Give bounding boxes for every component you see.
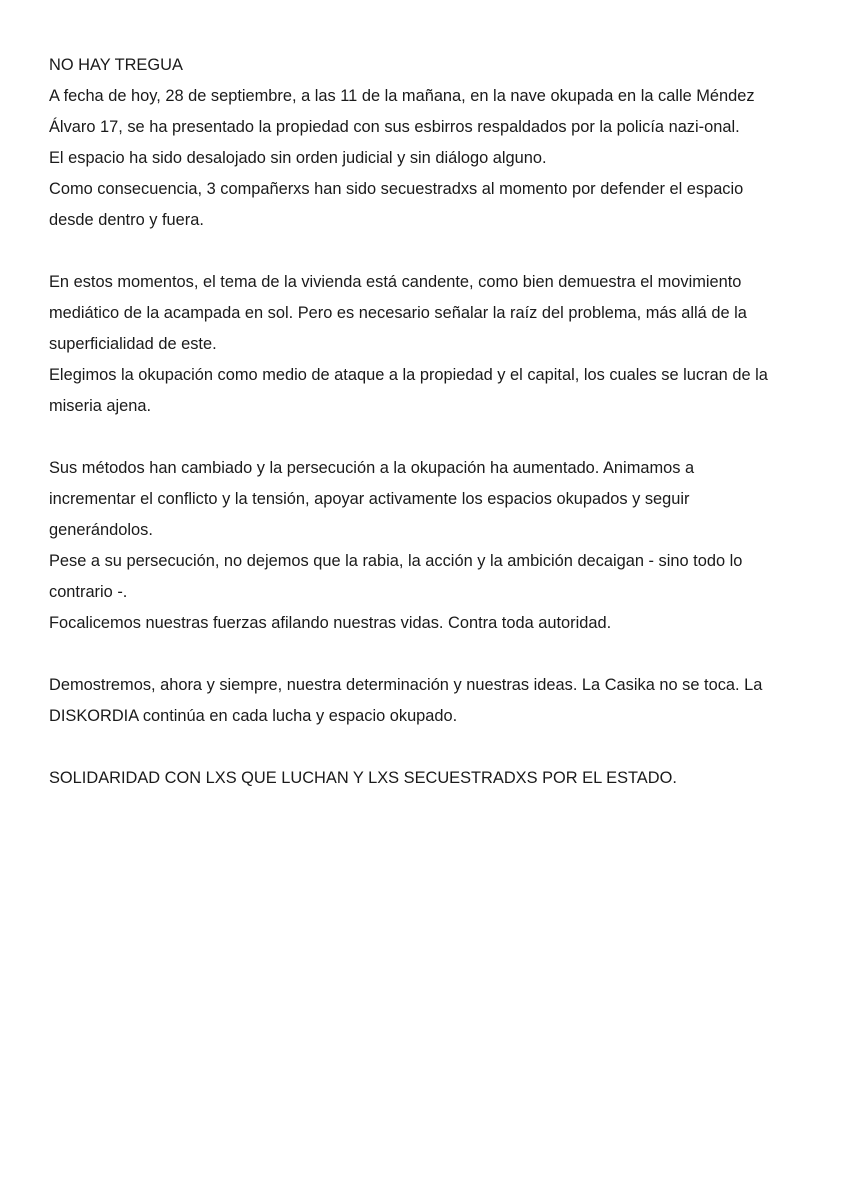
text-line: superficialidad de este. [49, 335, 217, 353]
text-line: contrario -. [49, 583, 128, 601]
text-line: mediático de la acampada en sol. Pero es necesario señalar la raíz del problema, más allá de la [49, 304, 747, 322]
text-line: SOLIDARIDAD CON LXS QUE LUCHAN Y LXS SECUESTRADXS POR EL ESTADO. [49, 769, 677, 787]
text-line: Elegimos la okupación como medio de ataque a la propiedad y el capital, los cuales se lucran de la [49, 366, 768, 384]
text-line: miseria ajena. [49, 397, 152, 415]
text-line: En estos momentos, el tema de la vivienda está candente, como bien demuestra el movimiento [49, 273, 742, 291]
document-title: NO HAY TREGUA [49, 56, 183, 74]
text-line: Demostremos, ahora y siempre, nuestra determinación y nuestras ideas. La Casika no se toca. La [49, 676, 763, 694]
text-line: incrementar el conflicto y la tensión, apoyar activamente los espacios okupados y seguir [49, 490, 690, 508]
text-line: Como consecuencia, 3 compañerxs han sido secuestradxs al momento por defender el espacio [49, 180, 744, 198]
document-lines [49, 81, 819, 794]
paragraph-spacer [49, 732, 819, 763]
text-line: desde dentro y fuera. [49, 211, 204, 229]
text-line: Álvaro 17, se ha presentado la propiedad con sus esbirros respaldados por la policía nazi-onal. [49, 118, 740, 136]
paragraph-spacer [49, 422, 819, 453]
text-line: DISKORDIA continúa en cada lucha y espacio okupado. [49, 707, 458, 725]
text-line: Pese a su persecución, no dejemos que la rabia, la acción y la ambición decaigan - sino todo lo [49, 552, 743, 570]
document-body [49, 50, 819, 794]
text-line: A fecha de hoy, 28 de septiembre, a las 11 de la mañana, en la nave okupada en la calle Méndez [49, 87, 755, 105]
text-line: generándolos. [49, 521, 153, 539]
paragraph-spacer [49, 236, 819, 267]
text-line: Sus métodos han cambiado y la persecución a la okupación ha aumentado. Animamos a [49, 459, 695, 477]
text-line: Focalicemos nuestras fuerzas afilando nuestras vidas. Contra toda autoridad. [49, 614, 612, 632]
paragraph-spacer [49, 639, 819, 670]
text-line: El espacio ha sido desalojado sin orden judicial y sin diálogo alguno. [49, 149, 547, 167]
